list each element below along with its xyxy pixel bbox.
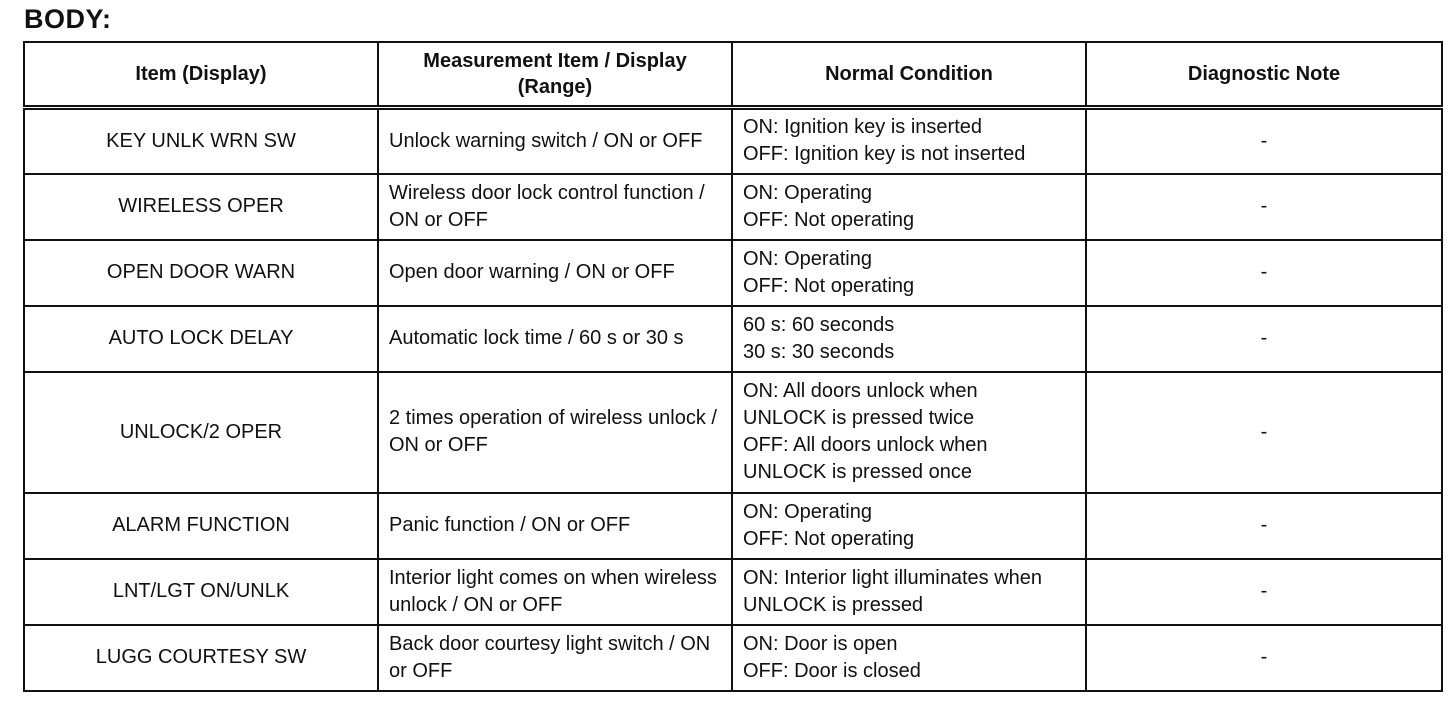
note-cell: - — [1086, 559, 1442, 625]
condition-cell — [732, 174, 1086, 240]
condition-line: OFF: Not operating — [743, 527, 915, 550]
condition-cell — [732, 240, 1086, 306]
condition-line: ON: Operating — [743, 500, 872, 523]
table-row — [24, 559, 1442, 625]
condition-line: ON: Operating — [743, 181, 872, 204]
condition-line: ON: Ignition key is inserted — [743, 116, 982, 139]
item-cell: UNLOCK/2 OPER — [24, 372, 378, 493]
table-row — [24, 625, 1442, 691]
item-cell: OPEN DOOR WARN — [24, 240, 378, 306]
note-cell: - — [1086, 240, 1442, 306]
table-header-row — [24, 42, 1442, 108]
table-row — [24, 493, 1442, 559]
condition-line: ON: Operating — [743, 247, 872, 270]
note-cell: - — [1086, 372, 1442, 493]
measurement-cell: Wireless door lock control function / ON or OFF — [378, 174, 732, 240]
condition-cell — [732, 108, 1086, 174]
condition-cell — [732, 625, 1086, 691]
measurement-cell: Panic function / ON or OFF — [378, 493, 732, 559]
measurement-cell: Interior light comes on when wireless unlock / ON or OFF — [378, 559, 732, 625]
measurement-cell: Back door courtesy light switch / ON or OFF — [378, 625, 732, 691]
condition-line: OFF: Not operating — [743, 208, 915, 231]
measurement-cell: 2 times operation of wireless unlock / ON or OFF — [378, 372, 732, 493]
item-cell: AUTO LOCK DELAY — [24, 306, 378, 372]
column-header-condition: Normal Condition — [732, 42, 1086, 108]
condition-line: OFF: Ignition key is not inserted — [743, 143, 1026, 166]
column-header-measurement: Measurement Item / Display (Range) — [378, 42, 732, 108]
note-cell: - — [1086, 493, 1442, 559]
condition-line: ON: Interior light illuminates when — [743, 566, 1043, 589]
condition-cell — [732, 306, 1086, 372]
condition-line: OFF: Door is closed — [743, 659, 921, 682]
section-title: BODY: — [24, 4, 112, 34]
note-cell: - — [1086, 108, 1442, 174]
condition-line: ON: Door is open — [743, 632, 898, 655]
note-cell: - — [1086, 625, 1442, 691]
measurement-cell: Unlock warning switch / ON or OFF — [378, 108, 732, 174]
item-cell: ALARM FUNCTION — [24, 493, 378, 559]
condition-line: OFF: All doors unlock when — [743, 434, 988, 456]
item-cell: LUGG COURTESY SW — [24, 625, 378, 691]
condition-line: UNLOCK is pressed — [743, 593, 924, 616]
table-row — [24, 240, 1442, 306]
table-row — [24, 108, 1442, 174]
condition-line: 30 s: 30 seconds — [743, 340, 895, 363]
measurement-cell: Open door warning / ON or OFF — [378, 240, 732, 306]
item-cell: LNT/LGT ON/UNLK — [24, 559, 378, 625]
condition-line: UNLOCK is pressed twice — [743, 407, 975, 429]
column-header-item: Item (Display) — [24, 42, 378, 108]
note-cell: - — [1086, 174, 1442, 240]
table-row — [24, 372, 1442, 493]
item-cell: WIRELESS OPER — [24, 174, 378, 240]
condition-line: OFF: Not operating — [743, 274, 915, 297]
condition-cell — [732, 493, 1086, 559]
body-data-table — [23, 41, 1443, 692]
condition-line: UNLOCK is pressed once — [743, 461, 972, 483]
condition-line: 60 s: 60 seconds — [743, 313, 895, 336]
condition-cell — [732, 372, 1086, 493]
column-header-note: Diagnostic Note — [1086, 42, 1442, 108]
table-row — [24, 306, 1442, 372]
condition-cell — [732, 559, 1086, 625]
note-cell: - — [1086, 306, 1442, 372]
measurement-cell: Automatic lock time / 60 s or 30 s — [378, 306, 732, 372]
condition-line: ON: All doors unlock when — [743, 380, 978, 402]
item-cell: KEY UNLK WRN SW — [24, 108, 378, 174]
table-row — [24, 174, 1442, 240]
